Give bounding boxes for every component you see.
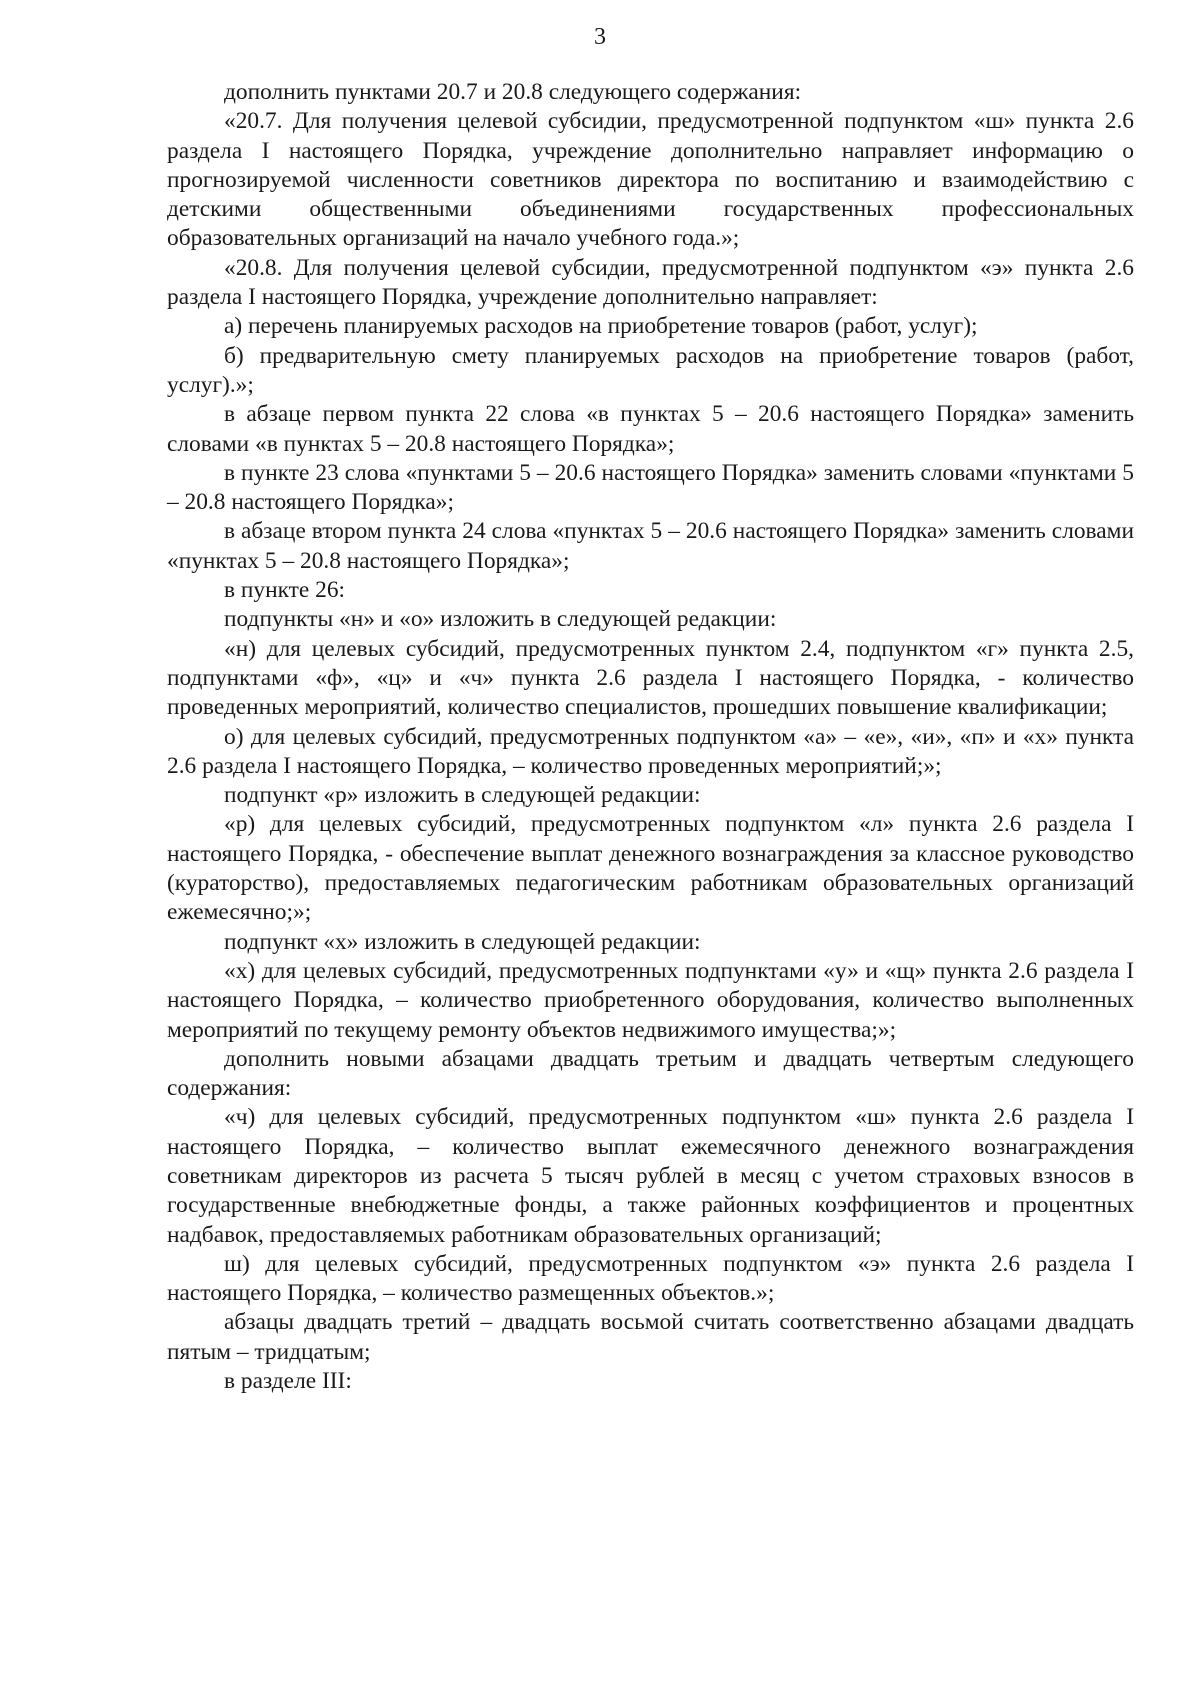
paragraph: дополнить новыми абзацами двадцать третьим и двадцать четвертым следующего содержания: [167, 1045, 1134, 1102]
paragraph: подпункт «р» изложить в следующей редакции: [224, 782, 701, 809]
paragraph: дополнить пунктами 20.7 и 20.8 следующего содержания: [224, 79, 802, 105]
paragraph: о) для целевых субсидий, предусмотренных подпунктом «а» – «е», «и», «п» и «х» пункта 2.6 раздела I настоящего Порядка, – количество проведенных мероприятий;»; [167, 723, 1134, 779]
paragraph: абзацы двадцать третий – двадцать восьмой считать соответственно абзацами двадцать пятым – тридцатым; [167, 1309, 1134, 1365]
paragraph: «ч) для целевых субсидий, предусмотренных подпунктом «ш» пункта 2.6 раздела I настоящего Порядка, – количество выплат ежемесячного денежного вознаграждения советникам директоров из расчета 5 тысяч рублей в месяц с учетом страховых взносов в государственные внебюджетные фонды, а также районных коэффициентов и процентных надбавок, предоставляемых работникам образовательных организаций; [167, 1104, 1134, 1248]
paragraph: «х) для целевых субсидий, предусмотренных подпунктами «у» и «щ» пункта 2.6 раздела I настоящего Порядка, – количество приобретенного оборудования, количество выполненных мероприятий по текущему ремонту объектов недвижимого имущества;»; [167, 957, 1134, 1043]
document-body [167, 78, 1134, 1396]
paragraph: «р) для целевых субсидий, предусмотренных подпунктом «л» пункта 2.6 раздела I настоящего Порядка, - обеспечение выплат денежного вознаграждения за классное руководство (кураторство), предоставляемых педагогическим работникам образовательных организаций ежемесячно;»; [167, 811, 1134, 926]
paragraph: «н) для целевых субсидий, предусмотренных пунктом 2.4, подпунктом «г» пункта 2.5, подпунктами «ф», «ц» и «ч» пункта 2.6 раздела I настоящего Порядка, - количество проведенных мероприятий, количество специалистов, прошедших повышение квалификации; [167, 635, 1134, 721]
paragraph: в пункте 26: [224, 577, 346, 604]
page-number: 3 [594, 24, 606, 50]
paragraph: ш) для целевых субсидий, предусмотренных подпунктом «э» пункта 2.6 раздела I настоящего Порядка, – количество размещенных объектов.»; [167, 1250, 1134, 1307]
paragraph: в разделе III: [224, 1368, 352, 1395]
paragraph: «20.8. Для получения целевой субсидии, предусмотренной подпунктом «э» пункта 2.6 раздела I настоящего Порядка, учреждение дополнительно направляет: [167, 254, 1134, 311]
paragraph: «20.7. Для получения целевой субсидии, предусмотренной подпунктом «ш» пункта 2.6 раздела I настоящего Порядка, учреждение дополнительно направляет информацию о прогнозируемой численности советников директора по воспитанию и взаимодействию с детскими общественными объединениями государственных профессиональных образовательных организаций на начало учебного года.»; [167, 108, 1134, 252]
paragraph: в абзаце втором пункта 24 слова «пунктах 5 – 20.6 настоящего Порядка» заменить словами «пунктах 5 – 20.8 настоящего Порядка»; [167, 518, 1134, 574]
paragraph: а) перечень планируемых расходов на приобретение товаров (работ, услуг); [224, 313, 978, 340]
paragraph: в пункте 23 слова «пунктами 5 – 20.6 настоящего Порядка» заменить словами «пунктами 5 – 20.8 настоящего Порядка»; [167, 459, 1134, 516]
paragraph: б) предварительную смету планируемых расходов на приобретение товаров (работ, услуг).»; [167, 342, 1134, 398]
paragraph: в абзаце первом пункта 22 слова «в пунктах 5 – 20.6 настоящего Порядка» заменить словами «в пунктах 5 – 20.8 настоящего Порядка»; [167, 401, 1134, 457]
paragraph: подпункт «х» изложить в следующей редакции: [224, 928, 701, 955]
paragraph: подпункты «н» и «о» изложить в следующей редакции: [224, 606, 777, 633]
